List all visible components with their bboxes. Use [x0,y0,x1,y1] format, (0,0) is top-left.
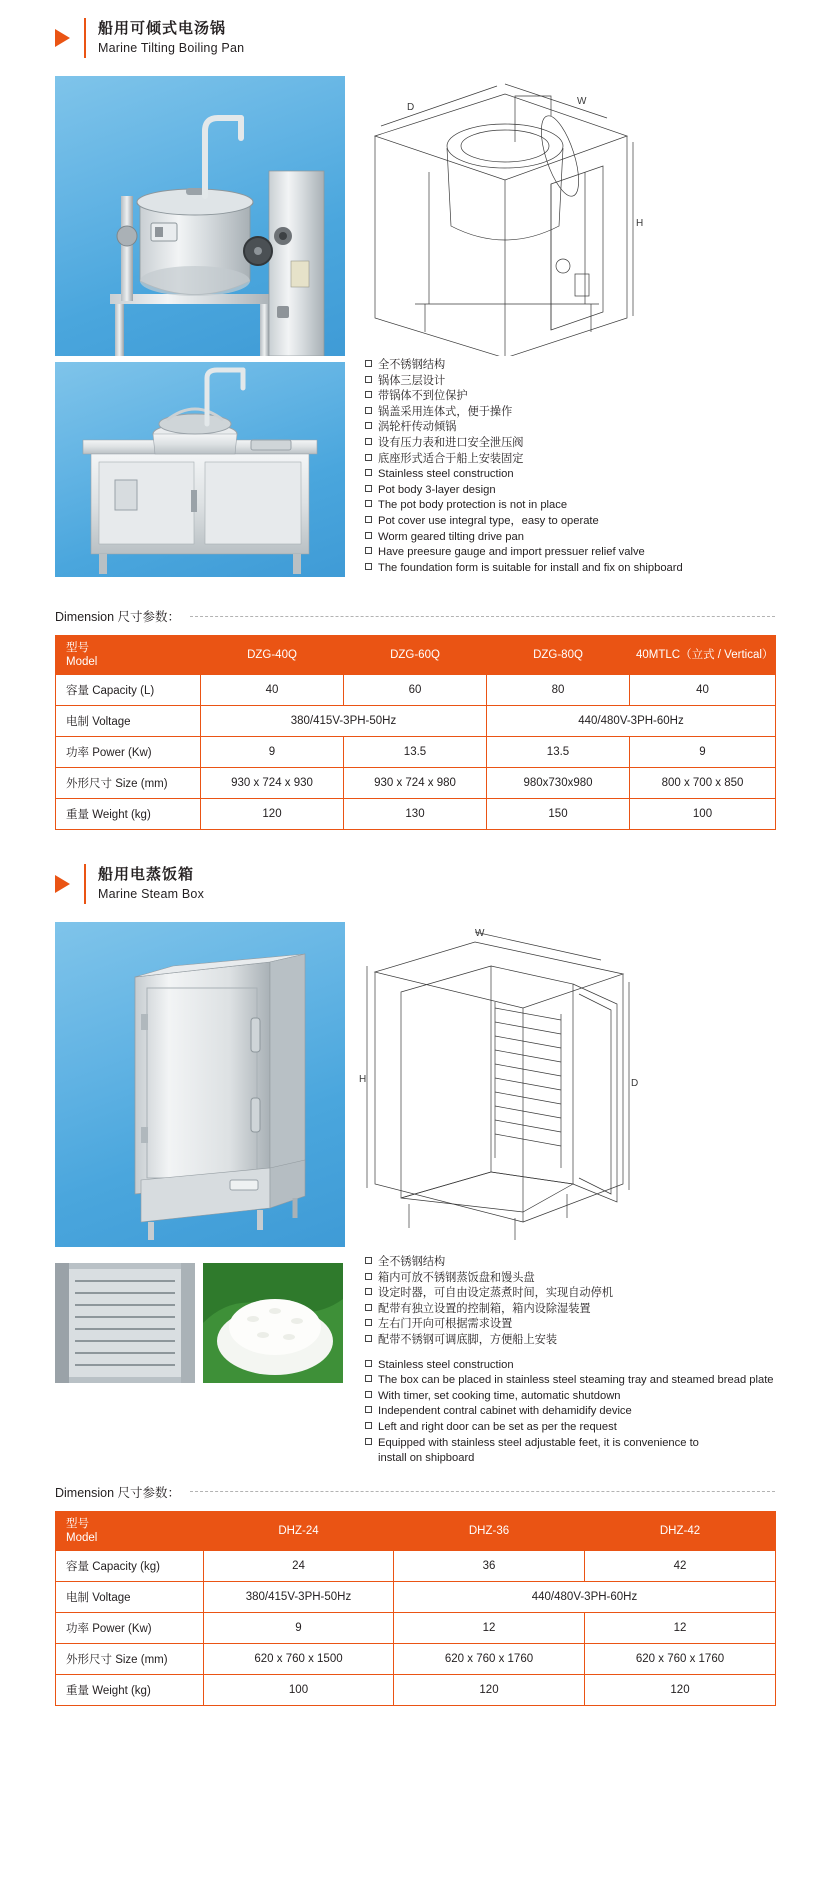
header-model [56,1511,204,1550]
drawing-label-w: W [577,96,587,107]
cell: 13.5 [487,737,630,768]
header-model-en: Model [66,1531,98,1544]
checkbox-icon [365,1257,372,1264]
feature-item: Pot body 3-layer design [365,483,775,499]
checkbox-icon [365,1273,372,1280]
feature-item: 全不锈钢结构 [365,1255,775,1271]
cell: 120 [585,1674,776,1705]
header-model-2: DHZ-36 [394,1511,585,1550]
feature-item: The box can be placed in stainless steel steaming tray and steamed bread plate [365,1373,775,1389]
checkbox-icon [365,422,372,429]
checkbox-icon [365,1319,372,1326]
feature-item: 涡轮杆传动倾锅 [365,420,775,436]
checkbox-icon [365,1360,372,1367]
checkbox-icon [365,376,372,383]
header-model-cn: 型号 [66,1517,89,1530]
cell: 12 [394,1612,585,1643]
drawing-label-w: W [475,928,485,939]
cell: 380/415V-3PH-50Hz [201,706,487,737]
checkbox-icon [365,485,372,492]
triangle-marker-icon [55,875,70,893]
feature-item: 配带不锈钢可调底脚，方便船上安装 [365,1333,775,1349]
table-row [56,1674,776,1705]
checkbox-icon [365,1335,372,1342]
table-row [56,768,776,799]
drawing-label-d: D [631,1078,639,1089]
section-header-steam-box [0,830,830,910]
row-label: 重量 Weight (kg) [56,799,201,830]
header-divider [84,18,86,58]
cell: 620 x 760 x 1760 [585,1643,776,1674]
checkbox-icon [365,547,372,554]
feature-item: Left and right door can be set as per the request [365,1420,775,1436]
checkbox-icon [365,407,372,414]
cell: 36 [394,1550,585,1581]
header-model-2: DZG-60Q [344,636,487,675]
cell: 80 [487,675,630,706]
media-row-boiling-pan [0,64,830,356]
cell: 13.5 [344,737,487,768]
header-model-4: 40MTLC（立式 / Vertical） [630,636,776,675]
feature-item-continuation: install on shipboard [378,1452,475,1465]
checkbox-icon [365,391,372,398]
thumbnail-steamed-rice [203,1263,343,1383]
feature-item: Pot cover use integral type，easy to operate [365,514,775,530]
row-label: 重量 Weight (kg) [56,1674,204,1705]
cell: 40 [630,675,776,706]
table-row [56,737,776,768]
checkbox-icon [365,516,372,523]
feature-item: 设有压力表和进口安全泄压阀 [365,436,775,452]
cell: 100 [630,799,776,830]
cell: 800 x 700 x 850 [630,768,776,799]
header-model-3: DZG-80Q [487,636,630,675]
feature-item: With timer, set cooking time, automatic shutdown [365,1389,775,1405]
table-row [56,1643,776,1674]
table-header-row [56,636,776,675]
feature-item: 左右门开向可根据需求设置 [365,1317,775,1333]
row-label: 外形尺寸 Size (mm) [56,768,201,799]
product-photo-tilting-pan [55,76,345,356]
cell: 980x730x980 [487,768,630,799]
dimension-heading-steam-box [0,1467,830,1501]
product-photo-boiling-pan-unit [55,362,345,577]
checkbox-icon [365,438,372,445]
checkbox-icon [365,1304,372,1311]
feature-item: The foundation form is suitable for install and fix on shipboard [365,561,775,577]
row-label: 功率 Power (Kw) [56,1612,204,1643]
cell: 440/480V-3PH-60Hz [394,1581,776,1612]
feature-item: 锅盖采用连体式，便于操作 [365,405,775,421]
header-divider [84,864,86,904]
feature-item: Have preesure gauge and import pressuer relief valve [365,545,775,561]
table-row [56,675,776,706]
feature-item: Stainless steel construction [365,1358,775,1374]
header-model-cn: 型号 [66,642,89,654]
table-row [56,1612,776,1643]
row-label: 电制 Voltage [56,1581,204,1612]
table-header-row [56,1511,776,1550]
drawing-label-h: H [359,1074,367,1085]
table-row [56,1550,776,1581]
checkbox-icon [365,1406,372,1413]
feature-item: The pot body protection is not in place [365,498,775,514]
cell: 120 [394,1674,585,1705]
list-spacer [365,1349,775,1358]
checkbox-icon [365,469,372,476]
table-row [56,1581,776,1612]
section-title-cn: 船用可倾式电汤锅 [98,20,227,38]
thumbnail-row [0,1255,343,1383]
checkbox-icon [365,563,372,570]
section-header-boiling-pan [0,0,830,64]
drawing-label-d: D [407,102,415,113]
cell: 930 x 724 x 980 [344,768,487,799]
section-title-en: Marine Tilting Boiling Pan [98,40,245,55]
checkbox-icon [365,454,372,461]
feature-item: 全不锈钢结构 [365,358,775,374]
cell: 380/415V-3PH-50Hz [204,1581,394,1612]
cell: 24 [204,1550,394,1581]
spec-table-boiling-pan [55,635,776,830]
feature-item: Stainless steel construction [365,467,775,483]
row-label: 容量 Capacity (L) [56,675,201,706]
checkbox-icon [365,1375,372,1382]
section-title-cn: 船用电蒸饭箱 [98,866,195,884]
feature-item: Independent contral cabinet with dehamidify device [365,1404,775,1420]
cell: 9 [204,1612,394,1643]
cell: 930 x 724 x 930 [201,768,344,799]
checkbox-icon [365,1391,372,1398]
dimension-label: Dimension 尺寸参数： [55,1485,181,1500]
row-label: 容量 Capacity (kg) [56,1550,204,1581]
cell: 150 [487,799,630,830]
cell: 9 [201,737,344,768]
row-label: 外形尺寸 Size (mm) [56,1643,204,1674]
cell: 100 [204,1674,394,1705]
dashed-rule [190,616,775,617]
dimension-label: Dimension 尺寸参数： [55,610,181,624]
row-label: 电制 Voltage [56,706,201,737]
feature-item: 锅体三层设计 [365,374,775,390]
cell: 42 [585,1550,776,1581]
technical-drawing-steam-box [355,922,645,1247]
feature-item: Equipped with stainless steel adjustable feet, it is convenience to [365,1436,775,1452]
checkbox-icon [365,360,372,367]
feature-item: 配带有独立设置的控制箱，箱内设除湿装置 [365,1302,775,1318]
header-model [56,636,201,675]
spec-table-steam-box [55,1511,776,1706]
feature-item: Worm geared tilting drive pan [365,530,775,546]
header-model-en: Model [66,656,98,668]
cell: 12 [585,1612,776,1643]
drawing-label-h: H [636,218,644,229]
technical-drawing-tilting-pan [355,76,645,356]
feature-item: 带锅体不到位保护 [365,389,775,405]
cell: 620 x 760 x 1760 [394,1643,585,1674]
checkbox-icon [365,532,372,539]
cell: 120 [201,799,344,830]
table-row [56,799,776,830]
feature-item: 底座形式适合于船上安装固定 [365,452,775,468]
header-model-3: DHZ-42 [585,1511,776,1550]
dimension-heading-boiling-pan [0,591,830,625]
cell: 130 [344,799,487,830]
feature-item: 箱内可放不锈钢蒸饭盘和馒头盘 [365,1271,775,1287]
cell: 620 x 760 x 1500 [204,1643,394,1674]
cell: 40 [201,675,344,706]
cell: 440/480V-3PH-60Hz [487,706,776,737]
header-model-1: DHZ-24 [204,1511,394,1550]
checkbox-icon [365,1422,372,1429]
product-photo-steam-box [55,922,345,1247]
feature-item: 设定时器，可自由设定蒸煮时间，实现自动停机 [365,1286,775,1302]
media-row-steam-box [0,910,830,1247]
row-label: 功率 Power (Kw) [56,737,201,768]
cell: 9 [630,737,776,768]
dashed-rule [190,1491,775,1492]
table-row [56,706,776,737]
checkbox-icon [365,1438,372,1445]
thumbnail-tray-rack [55,1263,195,1383]
checkbox-icon [365,500,372,507]
header-model-1: DZG-40Q [201,636,344,675]
triangle-marker-icon [55,29,70,47]
checkbox-icon [365,1288,372,1295]
cell: 60 [344,675,487,706]
section-title-en: Marine Steam Box [98,886,205,901]
